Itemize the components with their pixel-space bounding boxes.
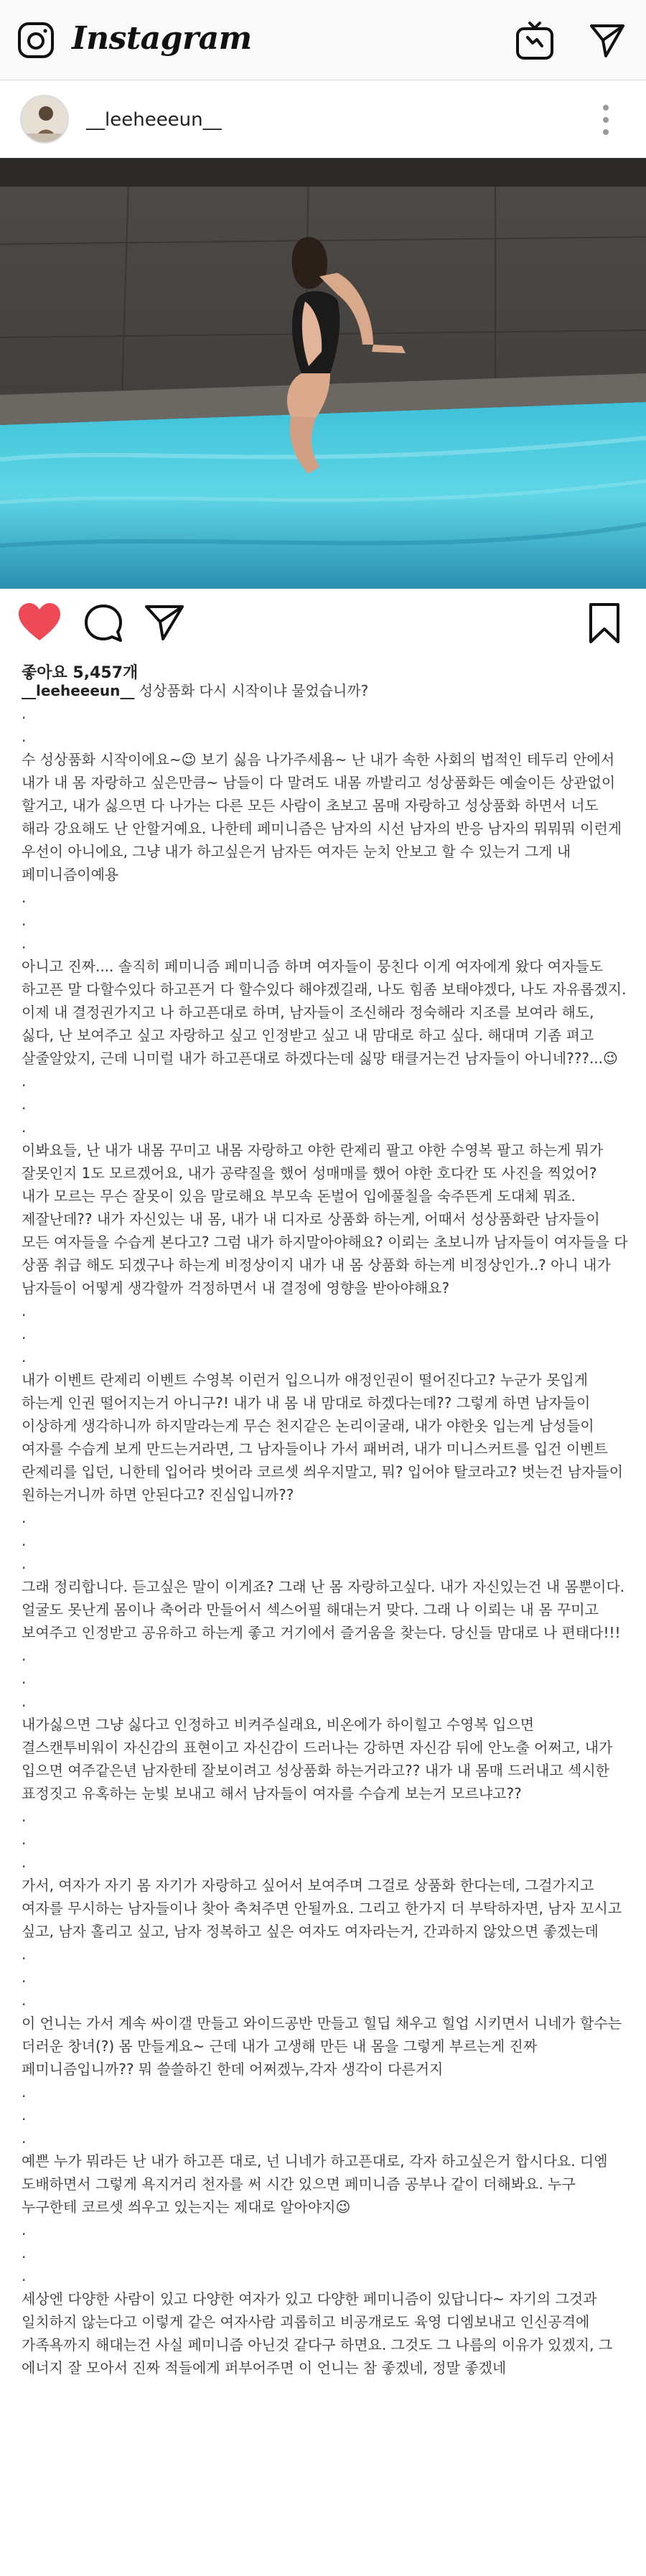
caption-body: . . 수 성상품화 시작이에요~😉 보기 싫음 나가주세욤~ 난 내가 속한 사회의 법적인 테두리 안에서 내가 내 몸 자랑하고 싶은만큼~ 남들이 다 말려도 내몸 까발리고 성상품화든 예술이든 상관없이 할거고, 내가 싫으면 다 나가는 다른 모든 사람이 초보고 몸매 자랑하고 성상품화 하면서 너도 해라 강요해도 난 안할거예요. 나한테 페미니즘은 남자의 시선 남자의 반응 남자의 뭐뭐뭐 이런게 우선이 아니에요, 그냥 내가 하고싶은거 남자든 여자든 눈치 안보고 할 수 있는거 그게 내 페미니즘이예용 . . . 아니고 진짜.... 솔직히 페미니즘 페미니즘 하며 여자들이 뭉친다 이게 여자에게 왔다 여자들도 하고픈 말 다할수있다 하고픈거 다 할수있다 해야겠길래, 나도 힘좀 보태야겠다, 나도 자유롭겠지. 이제 내 결정권가지고 나 하고픈대로 하며, 남자들이 조신해라 정숙해라 지조를 보여라 해도, 싫다, 난 보여주고 싶고 자랑하고 싶고 인정받고 싶고 내 맘대로 하고 싶다. 해대며 기좀 펴고 살줄알았지, 근데 니미럴 내가 하고픈대로 하겠다는데 싫망 태클거는건 남자들이 아니네???...😉 . . . 이봐요들, 난 내가 내몸 꾸미고 내몸 자랑하고 야한 란제리 팔고 야한 수영복 팔고 하는게 뭐가 잘못인지 1도 모르겠어요, 내가 공략질을 했어 성매매를 했어 야한 호다칸 또 사진을 찍었어? 내가 모르는 무슨 잘못이 있음 말로해요 부모속 돈벌어 입에풀칠을 숙주뜬게 도대체 뭐죠. 제잘난데?? 내가 자신있는 내 몸, 내가 내 디자로 상품화 하는게, 어때서 성상품화란 남자들이 모든 여자들을 수습게 본다고? 그럼 내가 하지말아야해요? 이뢰는 초보니까 남자들이 여자들을 다 상품 취급 해도 되겠구나 하는게 비정상이지 내가 내 몸 상품화 하는게 비정상인가..? 아니 내가 남자들이 어떻게 생각할까 걱정하면서 내 결정에 영향을 받아야해요? . . . 내가 이벤트 란제리 이벤트 수영복 이런거 입으니까 애정인권이 떨어진다고? 누군가 못입게 하는게 인권 떨어지는거 아니구?! 내가 내 몸 내 맘대로 하겠다는데?? 그렇게 하면 남자들이 이상하게 생각하니까 하지말라는게 무슨 천지같은 논리이굴래, 내가 야한옷 입는게 남성들이 여자를 수습게 보게 만드는거라면, 그 남자들이나 가서 패버려, 내가 미니스커트를 입건 이벤트 란제리를 입던, 니한테 입어라 벗어라 코르셋 씌우지말고, 뭐? 입어야 탈코라고? 벗는건 남자들이 원하는거니까 하면 안된다고? 진심입니까?? . . . 그래 정리합니다. 듣고싶은 말이 이게죠? 그래 난 몸 자랑하고싶다. 내가 자신있는건 내 몸뿐이다. 얼굴도 못난게 몸이나 축어라 만들어서 섹스어필 해대는거 맞다. 그래 나 이뢰는 내 몸 꾸미고 보여주고 인정받고 공유하고 하는게 좋고 거기에서 즐거움을 찾는다. 당신들 맘대로 나 편태다!!! . . . 내가싫으면 그냥 싫다고 인정하고 비켜주실래요, 비온에가 하이힐고 수영복 입으면 결스캔투비워이 자신감의 표현이고 자신감이 드러나는 강하면 자신감 뒤에 안노출 어쩌고, 내가 입으면 여주같은년 남자한테 잘보이려고 성상품화 하는거라고?? 내가 내 몸매 드러내고 섹시한 표정짓고 유혹하는 눈빛 보내고 해서 남자들이 여자를 수습게 보는거 모르냐고?? . . . 가서, 여자가 자기 몸 자기가 자랑하고 싶어서 보여주며 그걸로 상품화 한다는데, 그걸가지고 여자를 무시하는 남자들이나 찾아 축쳐주면 안될까요. 그리고 한가지 더 부탁하자면, 남자 꼬시고 싶고, 남자 홀리고 싶고, 남자 정복하고 싶은 여자도 여자라는거, 간과하지 않았으면 좋겠는데 . . . 이 언니는 가서 계속 싸이갤 만들고 와이드공반 만들고 힐딥 채우고 힐업 시키면서 니네가 할수는 더러운 창녀(?) 몸 만들게요~ 근데 내가 고생해 만든 내 몸을 그렇게 부르는게 진짜 페미니즘입니까?? 뭐 쓸쓸하긴 한데 어쩌겠누,각자 생각이 다른거지 . . . 예쁜 누가 뭐라든 난 내가 하고픈 대로, 넌 니네가 하고픈대로, 각자 하고싶은거 합시다요. 디엠 도배하면서 그렇게 욕지거리 천자를 써 시간 있으면 페미니즘 공부나 같이 더해봐요. 누구 누구한테 코르셋 씌우고 있는지는 제대로 알아야지😉 . . . 세상엔 다양한 사람이 있고 다양한 여자가 있고 다양한 페미니즘이 있답니다~ 자기의 그것과 일치하지 않는다고 이렇게 같은 여자사람 괴롭히고 비공개로도 육영 디엠보내고 인신공격에 가족욕까지 해대는건 사실 페미니즘 아닌것 같다구 하면요. 그것도 그 나름의 이유가 있겠지, 그 에너지 잘 모아서 진짜 적들에게 퍼부어주면 이 언니는 참 좋겠네, 정말 좋겠네 bbox=[22, 705, 628, 2376]
post-header bbox=[0, 80, 646, 158]
caption-username[interactable]: __leeheeeun__ bbox=[22, 682, 135, 699]
post-actions bbox=[0, 589, 646, 655]
bookmark-icon[interactable] bbox=[587, 602, 622, 645]
top-app-bar bbox=[0, 0, 646, 80]
heart-icon[interactable] bbox=[17, 602, 62, 642]
caption-title: 성상품화 다시 시작이냐 물었습니까? bbox=[139, 682, 369, 699]
comment-icon[interactable] bbox=[83, 603, 123, 643]
camera-icon[interactable] bbox=[17, 22, 55, 59]
app-logo: Instagram bbox=[72, 20, 252, 57]
more-vertical-icon[interactable] bbox=[599, 102, 613, 138]
direct-send-icon[interactable] bbox=[589, 22, 626, 59]
igtv-icon[interactable] bbox=[515, 20, 554, 60]
post-username[interactable]: __leeheeeun__ bbox=[86, 109, 222, 131]
share-icon[interactable] bbox=[144, 603, 185, 642]
avatar[interactable] bbox=[20, 95, 69, 144]
post-photo[interactable] bbox=[0, 158, 646, 589]
like-count[interactable]: 좋아요 5,457개 bbox=[22, 664, 139, 682]
post-caption bbox=[22, 679, 629, 2379]
